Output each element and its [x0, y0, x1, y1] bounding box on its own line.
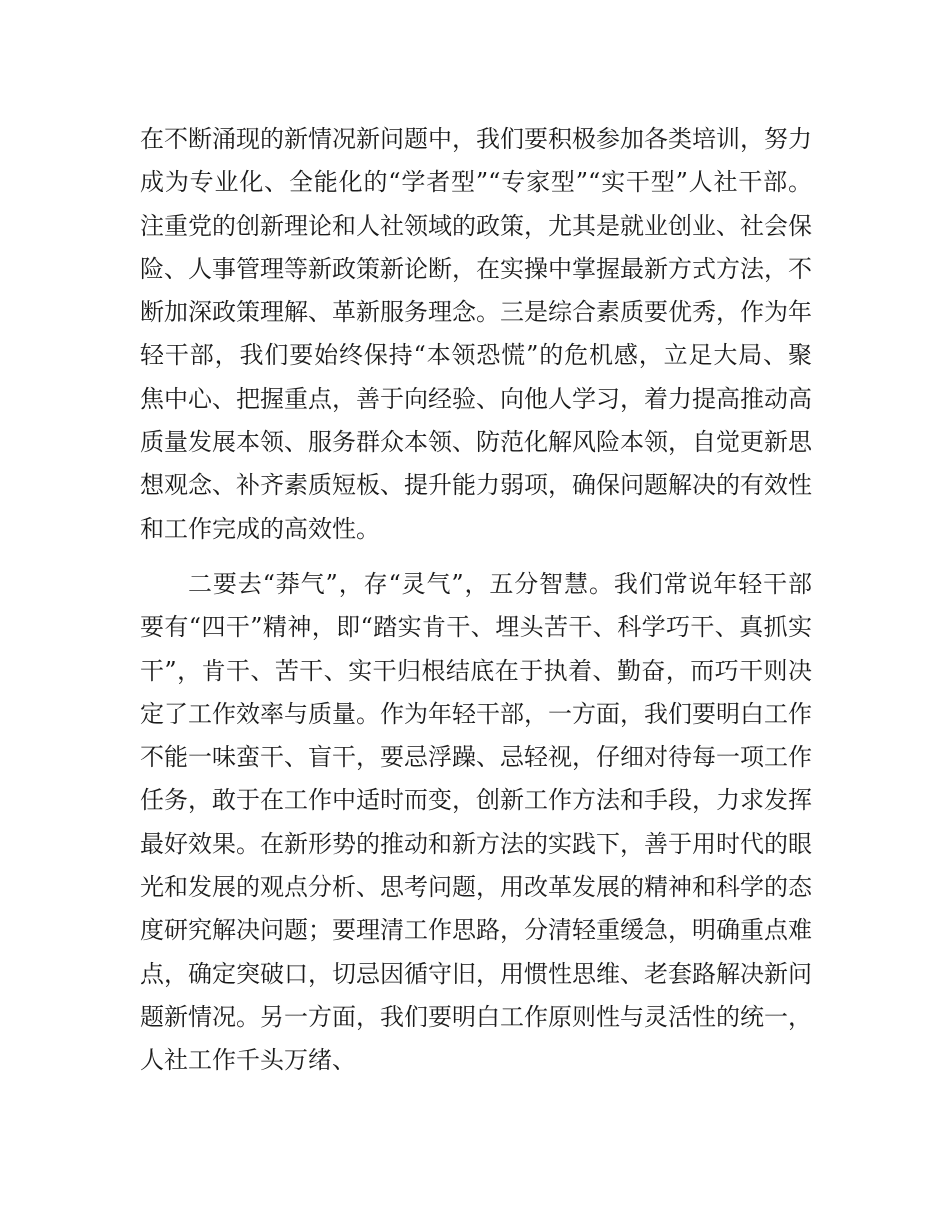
paragraph-2: 二要去“莽气”，存“灵气”，五分智慧。我们常说年轻干部要有“四干”精神，即“踏实肯干、埋头苦干、科学巧干、真抓实干”，肯干、苦干、实干归根结底在于执着、勤奋，而巧干则决定了工作效率与质量。作为年轻干部，一方面，我们要明白工作不能一味蛮干、盲干，要忌浮躁、忌轻视，仔细对待每一项工作任务，敢于在工作中适时而变，创新工作方法和手段，力求发挥最好效果。在新形势的推动和新方法的实践下，善于用时代的眼光和发展的观点分析、思考问题，用改革发展的精神和科学的态度研究解决问题；要理清工作思路，分清轻重缓急，明确重点难点，确定突破口，切忌因循守旧，用惯性思维、老套路解决新问题新情况。另一方面，我们要明白工作原则性与灵活性的统一，人社工作千头万绪、 — [140, 569, 812, 1075]
document-body — [140, 118, 812, 1083]
paragraph-1: 在不断涌现的新情况新问题中，我们要积极参加各类培训，努力成为专业化、全能化的“学者型”“专家型”“实干型”人社干部。注重党的创新理论和人社领域的政策，尤其是就业创业、社会保险、人事管理等新政策新论断，在实操中掌握最新方式方法，不断加深政策理解、革新服务理念。三是综合素质要优秀，作为年轻干部，我们要始终保持“本领恐慌”的危机感，立足大局、聚焦中心、把握重点，善于向经验、向他人学习，着力提高推动高质量发展本领、服务群众本领、防范化解风险本领，自觉更新思想观念、补齐素质短板、提升能力弱项，确保问题解决的有效性和工作完成的高效性。 — [140, 125, 812, 543]
